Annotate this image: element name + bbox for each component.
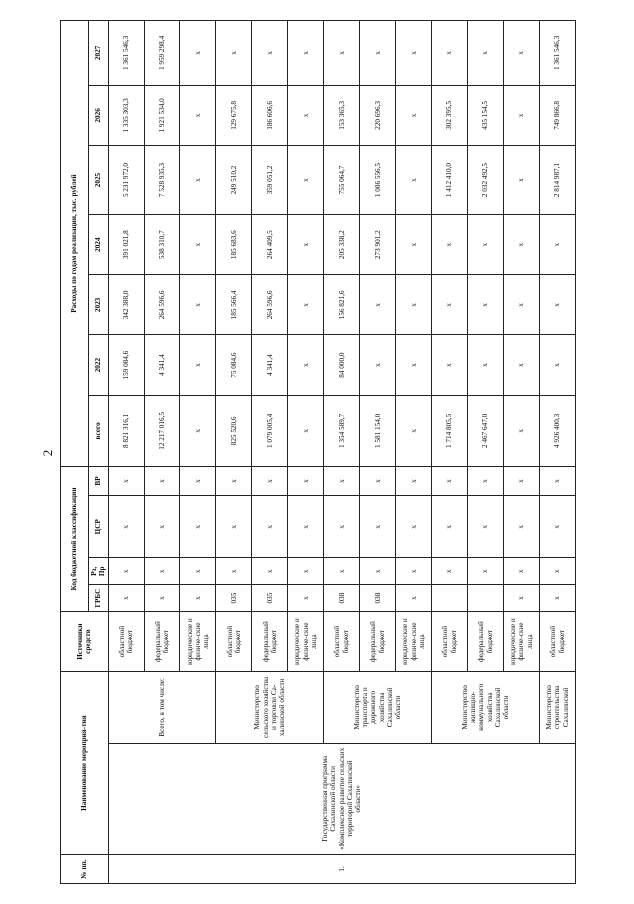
vr-cell: х <box>540 467 576 496</box>
rz-pr-cell: х <box>432 558 468 585</box>
source-cell: юридические и физиче-ские лица <box>288 611 324 671</box>
year-value-cell: х <box>288 145 324 214</box>
rz-pr-cell: х <box>216 558 252 585</box>
year-value-cell: 273 901,2 <box>360 215 396 275</box>
executor-label: Министерство транспорта и дорожного хозяйства Сахалинской области <box>324 672 432 743</box>
page-number: 2 <box>40 449 55 457</box>
year-value-cell: 159 084,6 <box>108 335 144 395</box>
header-vr: ВР <box>89 467 109 496</box>
year-value-cell: х <box>504 21 540 86</box>
year-value-cell: х <box>468 215 504 275</box>
grbs-cell: 035 <box>252 585 288 612</box>
year-value-cell: х <box>324 21 360 86</box>
year-value-cell: х <box>360 21 396 86</box>
year-value-cell: 359 051,2 <box>252 145 288 214</box>
header-csr: ЦСР <box>89 496 109 558</box>
total-cell: х <box>396 395 432 466</box>
header-grbs: ГРБС <box>89 585 109 612</box>
year-value-cell: 205 338,2 <box>324 215 360 275</box>
year-value-cell: 84 000,0 <box>324 335 360 395</box>
vr-cell: х <box>180 467 216 496</box>
csr-cell: х <box>396 496 432 558</box>
rz-pr-cell: х <box>252 558 288 585</box>
year-value-cell: х <box>180 21 216 86</box>
program-name: Государственная программа Сахалинской области «Комплексное развитие сельских территорий Сахалинской области» <box>108 743 575 854</box>
vr-cell: х <box>360 467 396 496</box>
year-value-cell: х <box>288 215 324 275</box>
year-value-cell: х <box>540 275 576 335</box>
table-body <box>108 21 575 884</box>
year-value-cell: 186 606,6 <box>252 85 288 145</box>
year-value-cell: 1 921 534,0 <box>144 85 180 145</box>
header-sources: Источники средств <box>61 611 109 671</box>
year-value-cell: х <box>216 21 252 86</box>
year-value-cell: х <box>288 21 324 86</box>
vr-cell: х <box>504 467 540 496</box>
source-cell: федеральный бюджет <box>252 611 288 671</box>
year-value-cell: х <box>540 215 576 275</box>
year-value-cell: 342 388,0 <box>108 275 144 335</box>
grbs-cell: 038 <box>360 585 396 612</box>
year-value-cell: 1 361 546,3 <box>108 21 144 86</box>
header-rz-pr: Рз, Пр <box>89 558 109 585</box>
header-total: всего <box>89 395 109 466</box>
rz-pr-cell: х <box>324 558 360 585</box>
total-cell: х <box>288 395 324 466</box>
vr-cell: х <box>468 467 504 496</box>
year-value-cell: 75 084,6 <box>216 335 252 395</box>
year-value-cell: 249 510,2 <box>216 145 252 214</box>
year-value-cell: х <box>396 145 432 214</box>
csr-cell: х <box>180 496 216 558</box>
executor-label: Министерство жилищно-коммунального хозяйства Сахалинской области <box>432 672 540 743</box>
year-value-cell: х <box>360 275 396 335</box>
year-value-cell: х <box>432 21 468 86</box>
total-cell: 1 354 589,7 <box>324 395 360 466</box>
year-value-cell: 302 395,5 <box>432 85 468 145</box>
year-value-cell: 264 596,6 <box>252 275 288 335</box>
year-value-cell: х <box>180 215 216 275</box>
rz-pr-cell: х <box>396 558 432 585</box>
source-cell: областной бюджет <box>324 611 360 671</box>
total-cell: х <box>504 395 540 466</box>
year-value-cell: 2 814 987,1 <box>540 145 576 214</box>
grbs-cell: х <box>396 585 432 612</box>
year-value-cell: 755 064,7 <box>324 145 360 214</box>
year-value-cell: х <box>504 145 540 214</box>
year-value-cell: х <box>360 335 396 395</box>
source-cell: областной бюджет <box>216 611 252 671</box>
year-value-cell: 4 341,4 <box>252 335 288 395</box>
vr-cell: х <box>108 467 144 496</box>
source-cell: федеральный бюджет <box>360 611 396 671</box>
header-name: Наименование мероприя-тия <box>61 672 109 855</box>
csr-cell: х <box>468 496 504 558</box>
csr-cell: х <box>288 496 324 558</box>
grbs-cell <box>468 585 504 612</box>
grbs-cell <box>432 585 468 612</box>
year-value-cell: 435 154,5 <box>468 85 504 145</box>
year-value-cell: 185 683,6 <box>216 215 252 275</box>
rz-pr-cell: х <box>504 558 540 585</box>
csr-cell: х <box>108 496 144 558</box>
year-value-cell: 264 596,6 <box>144 275 180 335</box>
year-value-cell: 220 696,3 <box>360 85 396 145</box>
year-value-cell: х <box>288 335 324 395</box>
header-year: 2026 <box>89 85 109 145</box>
year-value-cell: 749 866,8 <box>540 85 576 145</box>
year-value-cell: х <box>288 275 324 335</box>
vr-cell: х <box>216 467 252 496</box>
total-cell: 1 581 154,0 <box>360 395 396 466</box>
year-value-cell: 538 310,7 <box>144 215 180 275</box>
rz-pr-cell: х <box>468 558 504 585</box>
rz-pr-cell: х <box>360 558 396 585</box>
executor-label: Всего, в том числе: <box>108 672 216 743</box>
year-value-cell: х <box>180 335 216 395</box>
year-value-cell: 4 341,4 <box>144 335 180 395</box>
vr-cell: х <box>288 467 324 496</box>
vr-cell: х <box>396 467 432 496</box>
year-value-cell: х <box>504 335 540 395</box>
total-cell: 8 821 316,1 <box>108 395 144 466</box>
year-value-cell: х <box>540 335 576 395</box>
executor-label: Министерство строительства Сахалинской <box>540 672 576 743</box>
rz-pr-cell: х <box>540 558 576 585</box>
grbs-cell: х <box>288 585 324 612</box>
year-value-cell: 1 361 546,3 <box>540 21 576 86</box>
header-year: 2027 <box>89 21 109 86</box>
year-value-cell: х <box>468 335 504 395</box>
year-value-cell: х <box>504 85 540 145</box>
total-cell: 1 714 805,5 <box>432 395 468 466</box>
total-cell: 825 520,6 <box>216 395 252 466</box>
rz-pr-cell: х <box>108 558 144 585</box>
budget-table <box>60 20 576 884</box>
rotated-page <box>60 20 576 884</box>
grbs-cell: 038 <box>324 585 360 612</box>
year-value-cell: х <box>396 21 432 86</box>
year-value-cell: 7 528 935,3 <box>144 145 180 214</box>
header-expenses: Расходы по годам реализации, тыс. рублей <box>61 21 89 467</box>
grbs-cell: х <box>108 585 144 612</box>
total-cell: 1 079 005,4 <box>252 395 288 466</box>
year-value-cell: 156 821,6 <box>324 275 360 335</box>
year-value-cell: 5 231 972,0 <box>108 145 144 214</box>
source-cell: федеральный бюджет <box>468 611 504 671</box>
header-year: 2023 <box>89 275 109 335</box>
year-value-cell: 1 086 556,5 <box>360 145 396 214</box>
header-year: 2024 <box>89 215 109 275</box>
source-cell: юридические и физиче-ские лица <box>396 611 432 671</box>
header-year: 2025 <box>89 145 109 214</box>
year-value-cell: х <box>468 275 504 335</box>
source-cell: федеральный бюджет <box>144 611 180 671</box>
grbs-cell: 035 <box>216 585 252 612</box>
csr-cell: х <box>324 496 360 558</box>
year-value-cell: х <box>432 275 468 335</box>
year-value-cell: 129 675,8 <box>216 85 252 145</box>
csr-cell: х <box>252 496 288 558</box>
total-cell: 4 926 400,3 <box>540 395 576 466</box>
rz-pr-cell: х <box>288 558 324 585</box>
program-number: 1. <box>108 855 575 884</box>
grbs-cell: х <box>504 585 540 612</box>
csr-cell: х <box>540 496 576 558</box>
header-no: № пп. <box>61 855 109 884</box>
year-value-cell: 1 959 298,4 <box>144 21 180 86</box>
rz-pr-cell: х <box>180 558 216 585</box>
vr-cell: х <box>144 467 180 496</box>
year-value-cell: х <box>432 335 468 395</box>
year-value-cell: 153 365,3 <box>324 85 360 145</box>
year-value-cell: 264 409,5 <box>252 215 288 275</box>
vr-cell: х <box>324 467 360 496</box>
year-value-cell: х <box>288 85 324 145</box>
year-value-cell: х <box>396 275 432 335</box>
year-value-cell: х <box>180 275 216 335</box>
year-value-cell: х <box>468 21 504 86</box>
csr-cell: х <box>144 496 180 558</box>
year-value-cell: х <box>432 215 468 275</box>
table-row <box>108 21 144 884</box>
total-cell: 12 217 016,5 <box>144 395 180 466</box>
source-cell: юридические и физиче-ские лица <box>504 611 540 671</box>
year-value-cell: 1 412 410,0 <box>432 145 468 214</box>
year-value-cell: х <box>396 85 432 145</box>
grbs-cell: х <box>144 585 180 612</box>
year-value-cell: 391 021,8 <box>108 215 144 275</box>
csr-cell: х <box>432 496 468 558</box>
year-value-cell: 185 566,4 <box>216 275 252 335</box>
vr-cell: х <box>252 467 288 496</box>
total-cell: 2 467 647,0 <box>468 395 504 466</box>
year-value-cell: 2 032 492,5 <box>468 145 504 214</box>
vr-cell: х <box>432 467 468 496</box>
csr-cell: х <box>360 496 396 558</box>
year-value-cell: х <box>396 335 432 395</box>
executor-label: Министерство сельского хозяйства и торговли Са-халинской области <box>216 672 324 743</box>
grbs-cell: х <box>540 585 576 612</box>
source-cell: областной бюджет <box>108 611 144 671</box>
csr-cell: х <box>504 496 540 558</box>
source-cell: юридические и физиче-ские лица <box>180 611 216 671</box>
year-value-cell: х <box>180 145 216 214</box>
year-value-cell: 1 335 303,3 <box>108 85 144 145</box>
header-year: 2022 <box>89 335 109 395</box>
source-cell: областной бюджет <box>540 611 576 671</box>
grbs-cell: х <box>180 585 216 612</box>
year-value-cell: х <box>504 215 540 275</box>
source-cell: областной бюджет <box>432 611 468 671</box>
rz-pr-cell: х <box>144 558 180 585</box>
total-cell: х <box>180 395 216 466</box>
csr-cell: х <box>216 496 252 558</box>
year-value-cell: х <box>504 275 540 335</box>
year-value-cell: х <box>252 21 288 86</box>
year-value-cell: х <box>396 215 432 275</box>
year-value-cell: х <box>180 85 216 145</box>
header-budget-code: Код бюджетной классификации <box>61 467 89 612</box>
